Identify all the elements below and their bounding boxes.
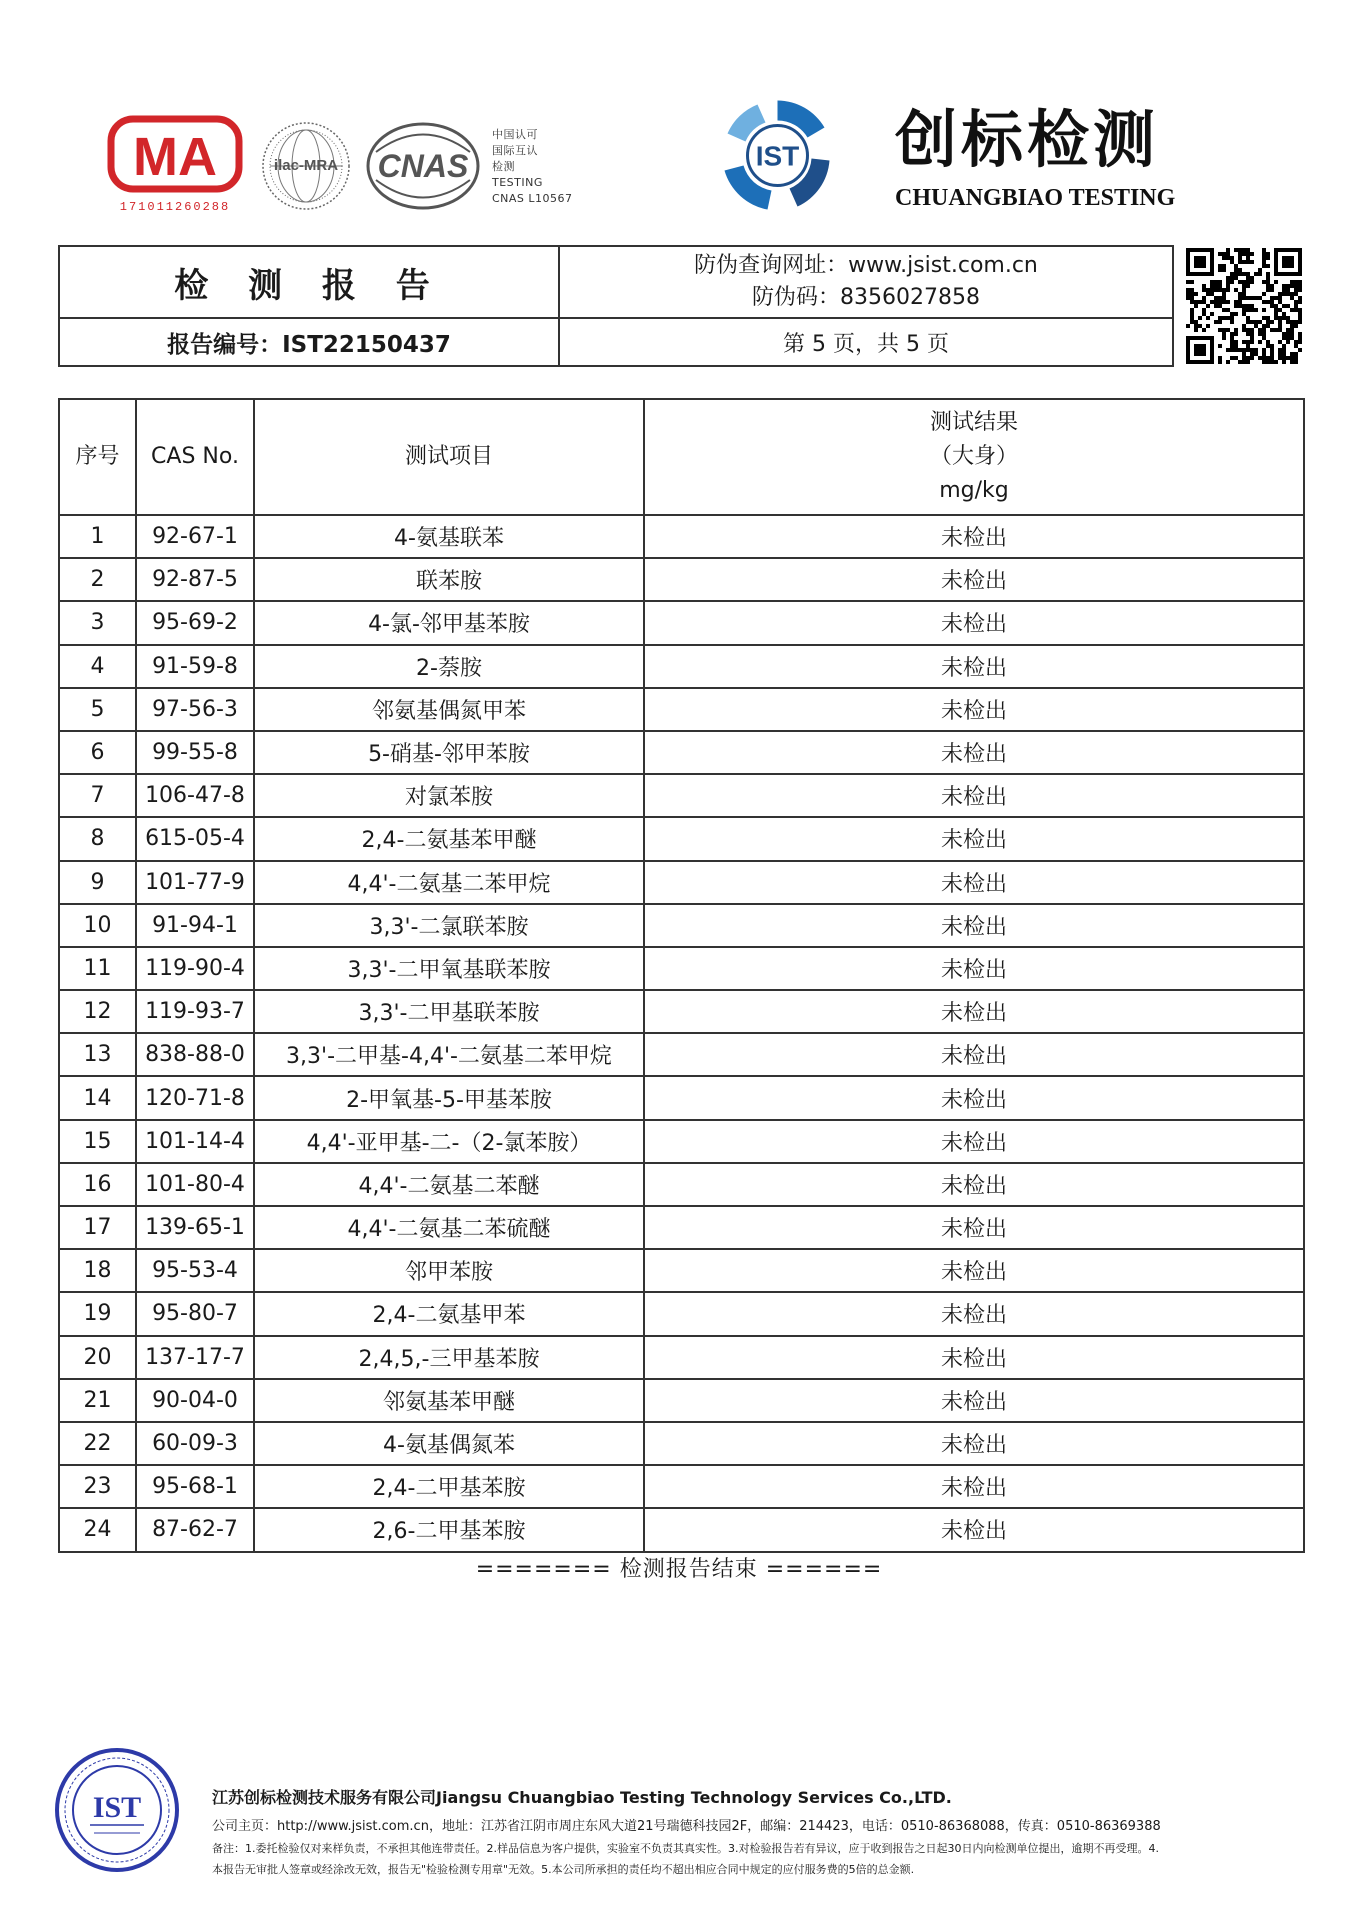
cell-cas: 139-65-1 (136, 1206, 254, 1249)
cell-result: 未检出 (644, 1249, 1304, 1292)
cell-item: 2-萘胺 (254, 645, 644, 688)
report-title: 检 测 报 告 (60, 247, 560, 319)
table-row (59, 601, 1304, 644)
cell-result: 未检出 (644, 1076, 1304, 1119)
ilac-text: ilac-MRA (273, 157, 339, 174)
cell-result: 未检出 (644, 1033, 1304, 1076)
cell-item: 对氯苯胺 (254, 774, 644, 817)
report-number: 报告编号：IST22150437 (60, 319, 560, 365)
cell-cas: 106-47-8 (136, 774, 254, 817)
cell-result: 未检出 (644, 1163, 1304, 1206)
ist-text: IST (755, 140, 800, 172)
cell-cas: 92-87-5 (136, 558, 254, 601)
header-result-line: mg/kg (939, 478, 1009, 503)
cell-seq: 7 (59, 774, 136, 817)
cell-result: 未检出 (644, 774, 1304, 817)
table-row (59, 1292, 1304, 1335)
verify-code: 防伪码：8356027858 (752, 285, 980, 310)
cell-result: 未检出 (644, 558, 1304, 601)
table-row (59, 1120, 1304, 1163)
cell-seq: 15 (59, 1120, 136, 1163)
cell-item: 3,3'-二氯联苯胺 (254, 904, 644, 947)
cell-result: 未检出 (644, 1206, 1304, 1249)
cell-seq: 2 (59, 558, 136, 601)
cell-item: 5-硝基-邻甲苯胺 (254, 731, 644, 774)
header-result (644, 399, 1304, 515)
qr-code (1186, 248, 1302, 364)
table-row (59, 558, 1304, 601)
page-indicator: 第 5 页，共 5 页 (783, 331, 949, 357)
cell-item: 2,4-二甲基苯胺 (254, 1465, 644, 1508)
table-row (59, 861, 1304, 904)
cell-cas: 92-67-1 (136, 515, 254, 558)
cell-item: 邻氨基苯甲醚 (254, 1379, 644, 1422)
footer-note: 本报告无审批人签章或经涂改无效，报告无"检验检测专用章"无效。5.本公司所承担的责任均不超出相应合同中规定的应付服务费的5倍的总金额. (212, 1863, 915, 1876)
results-table (58, 398, 1305, 1553)
cell-seq: 24 (59, 1508, 136, 1551)
cell-cas: 87-62-7 (136, 1508, 254, 1551)
table-header-row (59, 399, 1304, 515)
brand-name-en: CHUANGBIAO TESTING (895, 185, 1176, 211)
cell-seq: 3 (59, 601, 136, 644)
table-row (59, 1249, 1304, 1292)
cell-seq: 9 (59, 861, 136, 904)
cell-cas: 101-80-4 (136, 1163, 254, 1206)
cell-seq: 11 (59, 947, 136, 990)
cell-cas: 95-69-2 (136, 601, 254, 644)
cell-item: 4,4'-二氨基二苯甲烷 (254, 861, 644, 904)
footer-company: 江苏创标检测技术服务有限公司Jiangsu Chuangbiao Testing Technology Services Co.,LTD. (212, 1788, 952, 1807)
cell-cas: 97-56-3 (136, 688, 254, 731)
cell-item: 4-氯-邻甲基苯胺 (254, 601, 644, 644)
cell-seq: 6 (59, 731, 136, 774)
cell-cas: 91-59-8 (136, 645, 254, 688)
table-row (59, 1206, 1304, 1249)
stamp-text: IST (92, 1791, 142, 1824)
cell-cas: 120-71-8 (136, 1076, 254, 1119)
cell-item: 2-甲氧基-5-甲基苯胺 (254, 1076, 644, 1119)
cell-cas: 95-53-4 (136, 1249, 254, 1292)
cell-seq: 19 (59, 1292, 136, 1335)
cell-item: 邻甲苯胺 (254, 1249, 644, 1292)
report-end-marker: ======= 检测报告结束 ====== (475, 1557, 883, 1582)
cell-item: 联苯胺 (254, 558, 644, 601)
cell-cas: 91-94-1 (136, 904, 254, 947)
table-row (59, 1465, 1304, 1508)
cell-result: 未检出 (644, 1120, 1304, 1163)
cell-result: 未检出 (644, 1379, 1304, 1422)
cnas-logo (366, 122, 481, 210)
cell-seq: 20 (59, 1336, 136, 1379)
footer-address: 公司主页：http://www.jsist.com.cn，地址：江苏省江阴市周庄东风大道21号瑞德科技园2F，邮编：214423，电话：0510-86368088，传真：0510-86369388 (212, 1819, 1161, 1834)
cell-item: 邻氨基偶氮甲苯 (254, 688, 644, 731)
table-row (59, 1508, 1304, 1551)
table-row (59, 990, 1304, 1033)
cell-item: 3,3'-二甲基联苯胺 (254, 990, 644, 1033)
table-row (59, 1033, 1304, 1076)
cell-cas: 119-93-7 (136, 990, 254, 1033)
cell-result: 未检出 (644, 990, 1304, 1033)
cell-seq: 1 (59, 515, 136, 558)
cell-result: 未检出 (644, 947, 1304, 990)
ilac-mra-logo (260, 120, 352, 212)
ist-stamp (52, 1745, 182, 1875)
cell-item: 2,4-二氨基甲苯 (254, 1292, 644, 1335)
header-seq: 序号 (59, 399, 136, 515)
table-row (59, 947, 1304, 990)
verify-url: 防伪查询网址：www.jsist.com.cn (694, 253, 1038, 278)
table-row (59, 1076, 1304, 1119)
footer-note: 备注：1.委托检验仅对来样负责，不承担其他连带责任。2.样品信息为客户提供，实验室不负责其真实性。3.对检验报告若有异议，应于收到报告之日起30日内向检测单位提出，逾期不再受理。4. (212, 1842, 1159, 1855)
cell-item: 2,4,5,-三甲基苯胺 (254, 1336, 644, 1379)
cell-result: 未检出 (644, 861, 1304, 904)
cell-seq: 16 (59, 1163, 136, 1206)
cell-seq: 21 (59, 1379, 136, 1422)
cell-item: 4,4'-二氨基二苯醚 (254, 1163, 644, 1206)
cell-seq: 13 (59, 1033, 136, 1076)
table-row (59, 731, 1304, 774)
cnas-line: 国际互认 (492, 144, 538, 157)
cell-seq: 8 (59, 817, 136, 860)
cell-item: 4,4'-亚甲基-二-（2-氯苯胺） (254, 1120, 644, 1163)
cell-result: 未检出 (644, 1508, 1304, 1551)
verification-info (560, 247, 1172, 319)
header-result-line: （大身） (929, 444, 1018, 469)
cell-item: 4-氨基联苯 (254, 515, 644, 558)
cell-cas: 101-77-9 (136, 861, 254, 904)
cell-item: 3,3'-二甲氧基联苯胺 (254, 947, 644, 990)
table-row (59, 817, 1304, 860)
cnas-text: CNAS (377, 148, 469, 184)
cell-cas: 95-80-7 (136, 1292, 254, 1335)
cell-item: 3,3'-二甲基-4,4'-二氨基二苯甲烷 (254, 1033, 644, 1076)
cnas-line: CNAS L10567 (492, 192, 573, 205)
cell-cas: 101-14-4 (136, 1120, 254, 1163)
cell-cas: 60-09-3 (136, 1422, 254, 1465)
header-item: 测试项目 (254, 399, 644, 515)
cnas-line: 检测 (492, 160, 515, 173)
table-row (59, 1163, 1304, 1206)
table-row (59, 515, 1304, 558)
cell-cas: 838-88-0 (136, 1033, 254, 1076)
table-row (59, 688, 1304, 731)
cell-seq: 22 (59, 1422, 136, 1465)
cell-result: 未检出 (644, 1465, 1304, 1508)
cell-cas: 95-68-1 (136, 1465, 254, 1508)
cell-seq: 17 (59, 1206, 136, 1249)
table-row (59, 774, 1304, 817)
table-row (59, 645, 1304, 688)
cell-cas: 119-90-4 (136, 947, 254, 990)
cell-result: 未检出 (644, 1336, 1304, 1379)
cell-cas: 615-05-4 (136, 817, 254, 860)
ma-text: MA (133, 127, 217, 187)
table-row (59, 1379, 1304, 1422)
table-row (59, 904, 1304, 947)
cell-result: 未检出 (644, 515, 1304, 558)
header-cas: CAS No. (136, 399, 254, 515)
cell-seq: 4 (59, 645, 136, 688)
cell-seq: 18 (59, 1249, 136, 1292)
brand-name-cn: 创标检测 (895, 103, 1160, 176)
cell-seq: 10 (59, 904, 136, 947)
header-result-line: 测试结果 (929, 410, 1018, 435)
cma-logo (105, 115, 245, 215)
cell-item: 4-氨基偶氮苯 (254, 1422, 644, 1465)
cell-seq: 14 (59, 1076, 136, 1119)
cell-cas: 99-55-8 (136, 731, 254, 774)
table-body (59, 515, 1304, 1552)
cell-seq: 12 (59, 990, 136, 1033)
cell-cas: 90-04-0 (136, 1379, 254, 1422)
cell-result: 未检出 (644, 645, 1304, 688)
cell-result: 未检出 (644, 904, 1304, 947)
cnas-line: 中国认可 (492, 128, 538, 141)
report-header (58, 245, 1174, 367)
cell-seq: 5 (59, 688, 136, 731)
cnas-line: TESTING (492, 176, 543, 189)
cell-result: 未检出 (644, 1422, 1304, 1465)
cell-seq: 23 (59, 1465, 136, 1508)
cell-item: 2,6-二甲基苯胺 (254, 1508, 644, 1551)
cell-cas: 137-17-7 (136, 1336, 254, 1379)
cell-result: 未检出 (644, 817, 1304, 860)
cell-result: 未检出 (644, 1292, 1304, 1335)
ma-number: 171011260288 (119, 200, 231, 214)
ist-logo (720, 98, 835, 213)
cell-item: 4,4'-二氨基二苯硫醚 (254, 1206, 644, 1249)
cell-item: 2,4-二氨基苯甲醚 (254, 817, 644, 860)
cnas-accreditation-text (492, 127, 587, 207)
cell-result: 未检出 (644, 731, 1304, 774)
cell-result: 未检出 (644, 601, 1304, 644)
table-row (59, 1422, 1304, 1465)
cell-result: 未检出 (644, 688, 1304, 731)
table-row (59, 1336, 1304, 1379)
